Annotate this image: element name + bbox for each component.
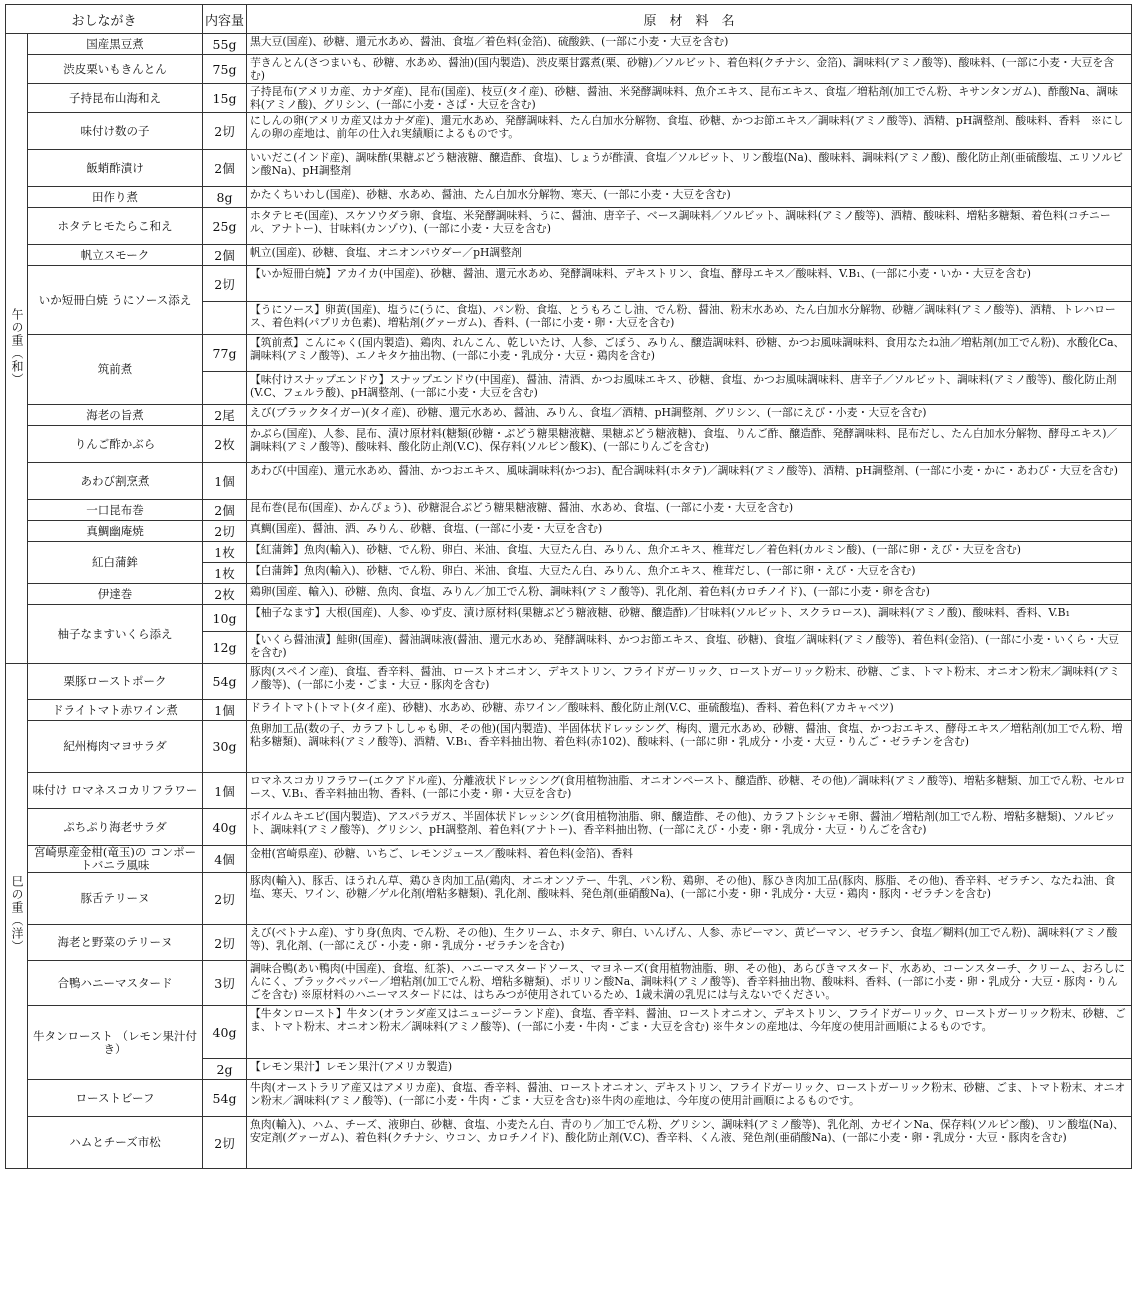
item-name: いか短冊白焼 うにソース添え (28, 266, 203, 335)
table-row (6, 721, 1132, 773)
item-ingredients: 子持昆布(アメリカ産、カナダ産)、昆布(国産)、枝豆(タイ産)、砂糖、醤油、米発酵調味料、魚介エキス、昆布エキス、食塩／増粘剤(加工でん粉、キサンタンガム)、酢酸Na、調味料(アミノ酸)、グリシン、(一部に小麦・さば・大豆を含む) (247, 84, 1132, 113)
table-row (6, 1080, 1132, 1117)
item-name: ぷちぷり海老サラダ (28, 809, 203, 846)
table-row (6, 1006, 1132, 1059)
item-name: 合鴨ハニーマスタード (28, 961, 203, 1006)
item-qty: 2尾 (203, 405, 247, 426)
item-name: りんご酢かぶら (28, 426, 203, 463)
item-name: あわび割烹煮 (28, 463, 203, 500)
item-ingredients: 昆布巻(昆布(国産)、かんぴょう)、砂糖混合ぶどう糖果糖液糖、醤油、水あめ、食塩、(一部に小麦・大豆を含む) (247, 500, 1132, 521)
item-qty: 2切 (203, 113, 247, 150)
item-name: 豚舌テリーヌ (28, 873, 203, 925)
table-row (6, 961, 1132, 1006)
item-qty: 40g (203, 809, 247, 846)
item-qty: 10g (203, 605, 247, 632)
table-row (6, 809, 1132, 846)
table-row (6, 700, 1132, 721)
table-row (6, 605, 1132, 632)
item-qty (203, 372, 247, 405)
item-ingredients: 【味付けスナップエンドウ】スナップエンドウ(中国産)、醤油、清酒、かつお風味エキス、砂糖、食塩、かつお風味調味料、唐辛子／ソルビット、調味料(アミノ酸等)、酸化防止剤(V.C、フェルラ酸)、pH調整剤、(一部に小麦・大豆を含む) (247, 372, 1132, 405)
table-row (6, 500, 1132, 521)
item-name: 海老と野菜のテリーヌ (28, 925, 203, 961)
item-name: 紀州梅肉マヨサラダ (28, 721, 203, 773)
item-qty: 75g (203, 55, 247, 84)
item-qty: 2枚 (203, 584, 247, 605)
item-ingredients: 【柚子なます】大根(国産)、人参、ゆず皮、漬け原材料(果糖ぶどう糖液糖、砂糖、醸造酢)／甘味料(ソルビット、スクラロース)、調味料(アミノ酸)、酸味料、香料、V.B₁ (247, 605, 1132, 632)
header-row (6, 5, 1132, 34)
item-qty: 2枚 (203, 426, 247, 463)
item-ingredients: 【いか短冊白焼】アカイカ(中国産)、砂糖、醤油、還元水あめ、発酵調味料、デキストリン、食塩、酵母エキス／酸味料、V.B₁、(一部に小麦・いか・大豆を含む) (247, 266, 1132, 302)
item-qty: 2切 (203, 873, 247, 925)
item-name: ドライトマト赤ワイン煮 (28, 700, 203, 721)
item-name: 田作り煮 (28, 187, 203, 208)
header-qty: 内容量 (203, 5, 247, 34)
item-ingredients: 金柑(宮崎県産)、砂糖、いちご、レモンジュース／酸味料、着色料(金箔)、香料 (247, 846, 1132, 873)
item-ingredients: 【筑前煮】こんにゃく(国内製造)、鶏肉、れんこん、乾しいたけ、人参、ごぼう、みりん、醸造調味料、砂糖、かつお風味調味料、食用なたね油／増粘剤(加工でん粉)、水酸化Ca、調味料(アミノ酸等)、エノキタケ抽出物、(一部に小麦・乳成分・大豆・鶏肉を含む) (247, 335, 1132, 372)
item-ingredients: ロマネスコカリフラワー(エクアドル産)、分離液状ドレッシング(食用植物油脂、オニオンペースト、醸造酢、砂糖、その他)／調味料(アミノ酸等)、増粘多糖類、加工でん粉、セルロース、V.B₁、香辛料抽出物、香料、(一部に小麦・卵・大豆を含む) (247, 773, 1132, 809)
item-ingredients: 【牛タンロースト】牛タン(オランダ産又はニュージーランド産)、食塩、香辛料、醤油、ローストオニオン、デキストリン、フライドガーリック、ローストガーリック粉末、砂糖、ごま、トマト粉末、オニオン粉末／調味料(アミノ酸等)、(一部に小麦・牛肉・ごま・大豆を含む) ※牛タンの産地は、今年度の使用計画順によるものです。 (247, 1006, 1132, 1059)
section-label (6, 34, 28, 664)
item-name: 味付け数の子 (28, 113, 203, 150)
table-row (6, 664, 1132, 700)
item-ingredients: 豚肉(輸入)、豚舌、ほうれん草、鶏ひき肉加工品(鶏肉、オニオンソテー、牛乳、パン粉、鶏卵、その他)、豚ひき肉加工品(豚肉、豚脂、その他)、香辛料、ゼラチン、なたね油、食塩、寒天、ワイン、砂糖／ゲル化剤(増粘多糖類)、乳化剤、酸味料、発色剤(亜硝酸Na)、(一部に小麦・卵・乳成分・大豆・鶏肉・豚肉・ゼラチンを含む) (247, 873, 1132, 925)
item-qty: 1個 (203, 463, 247, 500)
item-ingredients: にしんの卵(アメリカ産又はカナダ産)、還元水あめ、発酵調味料、たん白加水分解物、食塩、砂糖、かつお節エキス／調味料(アミノ酸等)、酒精、pH調整剤、酸味料、香料 ※にしんの卵の産地は、前年の仕入れ実績順によるものです。 (247, 113, 1132, 150)
item-qty: 25g (203, 208, 247, 245)
item-qty: 1枚 (203, 563, 247, 584)
item-name: 子持昆布山海和え (28, 84, 203, 113)
item-ingredients: 鶏卵(国産、輸入)、砂糖、魚肉、食塩、みりん／加工でん粉、調味料(アミノ酸等)、乳化剤、着色料(カロチノイド)、(一部に小麦・卵を含む) (247, 584, 1132, 605)
item-qty: 2切 (203, 521, 247, 542)
table-row (6, 405, 1132, 426)
item-name: ホタテヒモたらこ和え (28, 208, 203, 245)
item-ingredients: 帆立(国産)、砂糖、食塩、オニオンパウダー／pH調整剤 (247, 245, 1132, 266)
item-name: 一口昆布巻 (28, 500, 203, 521)
item-name: 伊達巻 (28, 584, 203, 605)
item-name: 味付け ロマネスコカリフラワー (28, 773, 203, 809)
item-name: 渋皮栗いもきんとん (28, 55, 203, 84)
table-row (6, 84, 1132, 113)
table-row (6, 266, 1132, 302)
item-qty: 15g (203, 84, 247, 113)
section-title: 午の重（和） (10, 307, 24, 386)
item-qty: 1個 (203, 773, 247, 809)
item-qty: 1枚 (203, 542, 247, 563)
table-row (6, 335, 1132, 372)
item-name: 紅白蒲鉾 (28, 542, 203, 584)
item-ingredients: えび(ブラックタイガー)(タイ産)、砂糖、還元水あめ、醤油、みりん、食塩／酒精、pH調整剤、グリシン、(一部にえび・小麦・大豆を含む) (247, 405, 1132, 426)
table-row (6, 208, 1132, 245)
item-ingredients: 魚肉(輸入)、ハム、チーズ、液卵白、砂糖、食塩、小麦たん白、青のり／加工でん粉、グリシン、調味料(アミノ酸等)、乳化剤、カゼインNa、保存料(ソルビン酸)、リン酸塩(Na)、安定剤(グァーガム)、着色料(クチナシ、ウコン、カロチノイド)、酸化防止剤(V.C)、香辛料、くん液、発色剤(亜硝酸Na)、(一部に小麦・卵・乳成分・大豆・豚肉を含む) (247, 1117, 1132, 1169)
section-title: 巳の重（洋） (10, 875, 24, 953)
item-ingredients: 【紅蒲鉾】魚肉(輸入)、砂糖、でん粉、卵白、米油、食塩、大豆たん白、みりん、魚介エキス、椎茸だし／着色料(カルミン酸)、(一部に卵・えび・大豆を含む) (247, 542, 1132, 563)
item-qty: 54g (203, 1080, 247, 1117)
table-row (6, 463, 1132, 500)
header-ingredients: 原 材 料 名 (247, 5, 1132, 34)
item-name: 栗豚ローストポーク (28, 664, 203, 700)
item-ingredients: 真鯛(国産)、醤油、酒、みりん、砂糖、食塩、(一部に小麦・大豆を含む) (247, 521, 1132, 542)
table-row (6, 426, 1132, 463)
item-qty: 4個 (203, 846, 247, 873)
item-ingredients: 黒大豆(国産)、砂糖、還元水あめ、醤油、食塩／着色料(金箔)、硫酸鉄、(一部に小麦・大豆を含む) (247, 34, 1132, 55)
item-ingredients: 【うにソース】卵黄(国産)、塩うに(うに、食塩)、パン粉、食塩、とうもろこし油、でん粉、醤油、粉末水あめ、たん白加水分解物、砂糖／調味料(アミノ酸等)、酒精、トレハロース、着色料(パプリカ色素)、増粘剤(グァーガム)、香料、(一部に小麦・卵・大豆を含む) (247, 302, 1132, 335)
table-row (6, 113, 1132, 150)
item-ingredients: 【いくら醤油漬】鮭卵(国産)、醤油調味液(醤油、還元水あめ、発酵調味料、かつお節エキス、食塩、砂糖)、食塩／調味料(アミノ酸等)、着色料(金箔)、(一部に小麦・いくら・大豆を含む) (247, 632, 1132, 664)
item-name: 海老の旨煮 (28, 405, 203, 426)
item-name: ハムとチーズ市松 (28, 1117, 203, 1169)
item-name: 宮崎県産金柑(竜玉)の コンポートバニラ風味 (28, 846, 203, 873)
item-qty: 2切 (203, 266, 247, 302)
item-qty: 54g (203, 664, 247, 700)
item-name: 国産黒豆煮 (28, 34, 203, 55)
item-qty: 12g (203, 632, 247, 664)
header-name: おしながき (6, 5, 203, 34)
item-ingredients: ボイルムキエビ(国内製造)、アスパラガス、半固体状ドレッシング(食用植物油脂、卵、醸造酢、その他)、カラフトシシャモ卵、醤油／増粘剤(加工でん粉、増粘多糖類)、ソルビット、調味料(アミノ酸等)、グリシン、pH調整剤、着色料(アナトー)、香辛料抽出物、(一部にえび・小麦・卵・乳成分・大豆・りんごを含む) (247, 809, 1132, 846)
item-qty: 2個 (203, 500, 247, 521)
table-row (6, 1117, 1132, 1169)
table-row (6, 584, 1132, 605)
item-ingredients: 魚卵加工品(数の子、カラフトししゃも卵、その他)(国内製造)、半固体状ドレッシング、梅肉、還元水あめ、砂糖、醤油、食塩、かつおエキス、酵母エキス／増粘剤(加工でん粉、増粘多糖類)、調味料(アミノ酸等)、酒精、V.B₁、香辛料抽出物、着色料(赤102)、酸味料、(一部に卵・乳成分・小麦・大豆・りんご・ゼラチンを含む) (247, 721, 1132, 773)
table-row (6, 245, 1132, 266)
section-label (6, 664, 28, 1169)
item-ingredients: あわび(中国産)、還元水あめ、醤油、かつおエキス、風味調味料(かつお)、配合調味料(ホタテ)／調味料(アミノ酸等)、酒精、pH調整剤、(一部に小麦・かに・あわび・大豆を含む) (247, 463, 1132, 500)
item-ingredients: 【白蒲鉾】魚肉(輸入)、砂糖、でん粉、卵白、米油、食塩、大豆たん白、みりん、魚介エキス、椎茸だし、(一部に卵・えび・大豆を含む) (247, 563, 1132, 584)
table-row (6, 873, 1132, 925)
item-qty: 55g (203, 34, 247, 55)
item-name: 飯蛸酢漬け (28, 150, 203, 187)
item-name: 真鯛幽庵焼 (28, 521, 203, 542)
item-name: 柚子なますいくら添え (28, 605, 203, 664)
item-ingredients: えび(ベトナム産)、すり身(魚肉、でん粉、その他)、生クリーム、ホタテ、卵白、いんげん、人参、赤ピーマン、黄ピーマン、ゼラチン、食塩／糊料(加工でん粉)、調味料(アミノ酸等)、乳化剤、(一部にえび・小麦・卵・乳成分・ゼラチンを含む) (247, 925, 1132, 961)
item-qty: 2切 (203, 1117, 247, 1169)
table-row (6, 846, 1132, 873)
table-row (6, 187, 1132, 208)
item-qty: 3切 (203, 961, 247, 1006)
table-row (6, 55, 1132, 84)
table-row (6, 34, 1132, 55)
item-ingredients: ホタテヒモ(国産)、スケソウダラ卵、食塩、米発酵調味料、うに、醤油、唐辛子、ベース調味料／ソルビット、調味料(アミノ酸等)、酒精、酸味料、増粘多糖類、着色料(コチニール、アナトー)、甘味料(カンゾウ)、(一部に小麦・大豆を含む) (247, 208, 1132, 245)
item-qty: 77g (203, 335, 247, 372)
item-qty: 1個 (203, 700, 247, 721)
item-name: 筑前煮 (28, 335, 203, 405)
table-row (6, 925, 1132, 961)
table-row (6, 521, 1132, 542)
item-qty: 8g (203, 187, 247, 208)
item-name: ローストビーフ (28, 1080, 203, 1117)
item-ingredients: 牛肉(オーストラリア産又はアメリカ産)、食塩、香辛料、醤油、ローストオニオン、デキストリン、フライドガーリック、ローストガーリック粉末、砂糖、ごま、トマト粉末、オニオン粉末／調味料(アミノ酸等)、(一部に小麦・牛肉・ごま・大豆を含む)※牛肉の産地は、今年度の使用計画順によるものです。 (247, 1080, 1132, 1117)
item-ingredients: いいだこ(インド産)、調味酢(果糖ぶどう糖液糖、醸造酢、食塩)、しょうが酢漬、食塩／ソルビット、リン酸塩(Na)、酸味料、調味料(アミノ酸)、酸化防止剤(亜硫酸塩、エリソルビン酸Na)、pH調整剤 (247, 150, 1132, 187)
item-qty: 30g (203, 721, 247, 773)
item-ingredients: かたくちいわし(国産)、砂糖、水あめ、醤油、たん白加水分解物、寒天、(一部に小麦・大豆を含む) (247, 187, 1132, 208)
item-qty: 40g (203, 1006, 247, 1059)
item-qty: 2切 (203, 925, 247, 961)
item-ingredients: かぶら(国産)、人参、昆布、漬け原材料(糖類(砂糖・ぶどう糖果糖液糖、果糖ぶどう糖液糖)、食塩、りんご酢、醸造酢、発酵調味料、昆布だし、たん白加水分解物、酵母エキス)／調味料(アミノ酸等)、酸味料、酸化防止剤(V.C)、保存料(ソルビン酸K)、(一部にりんごを含む) (247, 426, 1132, 463)
item-name: 帆立スモーク (28, 245, 203, 266)
item-qty (203, 302, 247, 335)
item-qty: 2g (203, 1059, 247, 1080)
table-row (6, 542, 1132, 563)
item-ingredients: 調味合鴨(あい鴨肉(中国産)、食塩、紅茶)、ハニーマスタードソース、マヨネーズ(食用植物油脂、卵、その他)、あらびきマスタード、水あめ、コーンスターチ、クリーム、おろしにんにく、ブラックペッパー／増粘剤(加工でん粉、増粘多糖類)、ポリリン酸Na、調味料(アミノ酸等)、香辛料抽出物、酸味料、香料、(一部に小麦・卵・乳成分・大豆・豚肉・りんごを含む) ※原材料のハニーマスタードには、はちみつが使用されているため、1歳未満の乳児には与えないでください。 (247, 961, 1132, 1006)
item-qty: 2個 (203, 150, 247, 187)
table-row (6, 773, 1132, 809)
table-row (6, 150, 1132, 187)
item-ingredients: ドライトマト(トマト(タイ産)、砂糖)、水あめ、砂糖、赤ワイン／酸味料、酸化防止剤(V.C、亜硫酸塩)、香料、着色料(アカキャベツ) (247, 700, 1132, 721)
item-ingredients: 【レモン果汁】レモン果汁(アメリカ製造) (247, 1059, 1132, 1080)
item-ingredients: 芋きんとん(さつまいも、砂糖、水あめ、醤油)(国内製造)、渋皮栗甘露煮(栗、砂糖)／ソルビット、着色料(クチナシ、金箔)、調味料(アミノ酸等)、酸味料、(一部に小麦・大豆を含む) (247, 55, 1132, 84)
item-qty: 2個 (203, 245, 247, 266)
item-name: 牛タンロースト （レモン果汁付き） (28, 1006, 203, 1080)
ingredients-table (5, 4, 1132, 1169)
item-ingredients: 豚肉(スペイン産)、食塩、香辛料、醤油、ローストオニオン、デキストリン、フライドガーリック、ローストガーリック粉末、砂糖、ごま、トマト粉末、オニオン粉末／調味料(アミノ酸等)、(一部に小麦・ごま・大豆・豚肉を含む) (247, 664, 1132, 700)
